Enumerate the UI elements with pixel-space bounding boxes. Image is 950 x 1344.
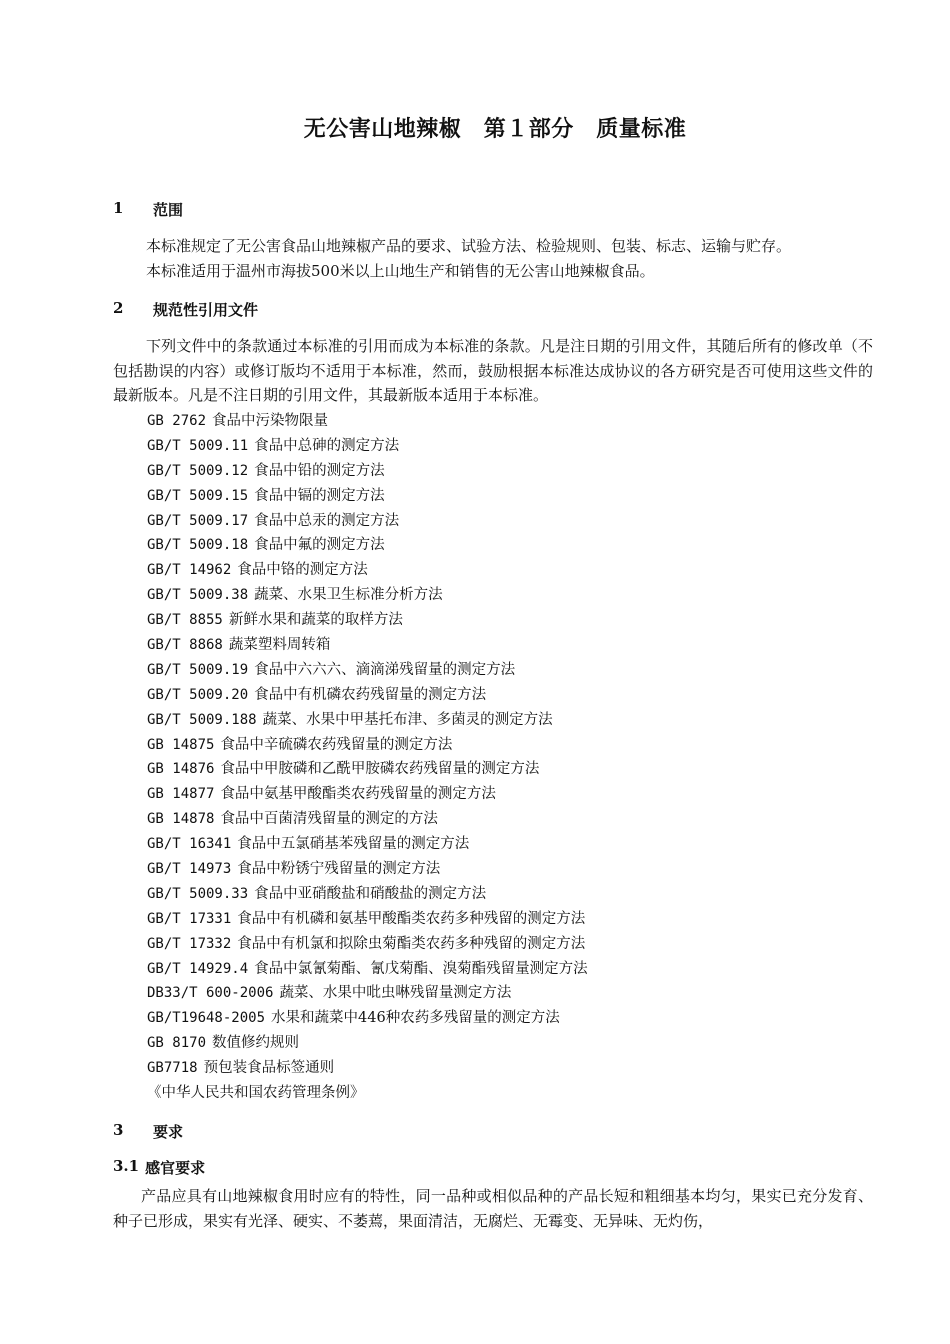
reference-item (147, 633, 588, 658)
reference-title: 食品中铬的测定方法 (237, 562, 368, 579)
reference-code: GB7718 (147, 1060, 198, 1077)
reference-title: 食品中总砷的测定方法 (254, 437, 400, 454)
reference-item (147, 434, 588, 459)
reference-code: GB/T 5009.38 (147, 587, 249, 604)
subsection-number: 3.1 (113, 1157, 140, 1175)
reference-code: GB/T 16341 (147, 836, 232, 853)
reference-item (147, 1006, 588, 1031)
reference-item (147, 782, 588, 807)
reference-item (147, 1081, 588, 1106)
scope-paragraph: 本标准适用于温州市海拔500米以上山地生产和销售的无公害山地辣椒食品。 (146, 262, 655, 280)
subsection-heading-sensory-requirements (113, 1157, 205, 1178)
reference-title: 食品中总汞的测定方法 (254, 512, 400, 529)
reference-item (147, 583, 588, 608)
reference-code: GB/T 5009.18 (147, 537, 249, 554)
reference-title: 食品中氯氰菊酯、氰戊菊酯、溴菊酯残留量测定方法 (254, 960, 588, 977)
reference-code: GB/T 17331 (147, 910, 232, 927)
reference-code: GB 14878 (147, 811, 215, 828)
reference-code: GB 14877 (147, 786, 215, 803)
reference-title: 食品中污染物限量 (212, 413, 329, 429)
reference-item (147, 733, 588, 758)
reference-code: GB 8170 (147, 1035, 207, 1052)
reference-title: 预包装食品标签通则 (203, 1060, 335, 1077)
reference-item (147, 1031, 588, 1056)
reference-title: 新鲜水果和蔬菜的取样方法 (228, 612, 403, 629)
section-number: 3 (113, 1121, 124, 1139)
reference-item (147, 932, 588, 957)
section-heading-requirements (113, 1121, 183, 1142)
section-number: 2 (113, 299, 124, 317)
reference-title: 食品中五氯硝基苯残留量的测定方法 (237, 836, 470, 853)
reference-code: GB/T 5009.19 (147, 661, 249, 678)
reference-item (147, 857, 588, 882)
section-heading-normative-references (113, 299, 258, 320)
references-intro-paragraph: 下列文件中的条款通过本标准的引用而成为本标准的条款。凡是注日期的引用文件，其随后所有的修改单（不包括勘误的内容）或修订版均不适用于本标准，然而，鼓励根据本标准达成协议的各方研究是否可使用这些文件的最新版本。凡是不注日期的引用文件，其最新版本适用于本标准。 (113, 337, 873, 404)
reference-code: GB/T 8868 (147, 637, 223, 654)
reference-item (147, 1056, 588, 1081)
reference-item (147, 459, 588, 484)
reference-item (147, 658, 588, 683)
reference-item (147, 509, 588, 534)
reference-title: 食品中甲胺磷和乙酰甲胺磷农药残留量的测定方法 (220, 761, 540, 778)
reference-code: GB/T 5009.33 (147, 885, 249, 902)
reference-code: DB33/T 600-2006 (147, 985, 274, 1002)
reference-item (147, 558, 588, 583)
section-number: 1 (113, 199, 124, 217)
reference-code: GB 14876 (147, 761, 215, 778)
reference-item (147, 807, 588, 832)
reference-code: GB 2762 (147, 413, 207, 429)
reference-code: GB 14875 (147, 736, 215, 753)
reference-code: GB/T 14962 (147, 562, 232, 579)
reference-code: GB/T19648-2005 (147, 1010, 266, 1027)
reference-item (147, 882, 588, 907)
reference-item (147, 708, 588, 733)
reference-code: GB/T 5009.15 (147, 487, 249, 504)
section-title: 规范性引用文件 (153, 301, 259, 319)
reference-item (147, 484, 588, 509)
reference-code: GB/T 5009.17 (147, 512, 249, 529)
reference-title: 食品中镉的测定方法 (254, 487, 385, 504)
reference-title: 食品中辛硫磷农药残留量的测定方法 (220, 736, 453, 753)
section-title: 范围 (153, 201, 184, 219)
reference-code: GB/T 17332 (147, 935, 232, 952)
reference-item (147, 608, 588, 633)
reference-code: GB/T 5009.188 (147, 711, 257, 728)
reference-title: 蔬菜塑料周转箱 (228, 637, 331, 654)
reference-title: 食品中氟的测定方法 (254, 537, 385, 554)
reference-title: 蔬菜、水果中吡虫啉残留量测定方法 (279, 985, 512, 1002)
reference-item (147, 981, 588, 1006)
reference-title: 食品中氨基甲酸酯类农药残留量的测定方法 (220, 786, 496, 803)
reference-code: GB/T 14973 (147, 861, 232, 878)
scope-paragraph: 本标准规定了无公害食品山地辣椒产品的要求、试验方法、检验规则、包装、标志、运输与贮存。 (146, 237, 792, 255)
reference-title: 蔬菜、水果中甲基托布津、多菌灵的测定方法 (262, 711, 553, 728)
reference-item (147, 683, 588, 708)
reference-item (147, 957, 588, 982)
reference-code: GB/T 14929.4 (147, 960, 249, 977)
reference-title: 食品中有机氯和拟除虫菊酯类农药多种残留的测定方法 (237, 935, 586, 952)
reference-code: GB/T 5009.20 (147, 686, 249, 703)
page-title: 无公害山地辣椒 第１部分 质量标准 (303, 116, 687, 142)
reference-title: 数值修约规则 (212, 1035, 300, 1052)
subsection-title: 感官要求 (145, 1159, 206, 1177)
reference-code: GB/T 5009.12 (147, 462, 249, 479)
reference-item (147, 533, 588, 558)
section-title: 要求 (153, 1123, 184, 1141)
reference-title: 蔬菜、水果卫生标准分析方法 (254, 587, 443, 604)
reference-list (147, 409, 588, 1106)
sensory-requirements-paragraph: 产品应具有山地辣椒食用时应有的特性，同一品种或相似品种的产品长短和粗细基本均匀，果实已充分发育、种子已形成，果实有光泽、硬实、不萎蔫，果面清洁，无腐烂、无霉变、无异味、无灼伤， (113, 1187, 873, 1230)
reference-code: GB/T 5009.11 (147, 437, 249, 454)
reference-title: 食品中六六六、滴滴涕残留量的测定方法 (254, 661, 516, 678)
reference-item (147, 409, 588, 434)
reference-title: 食品中百菌清残留量的测定的方法 (220, 811, 438, 828)
reference-item (147, 907, 588, 932)
reference-item (147, 832, 588, 857)
reference-code: GB/T 8855 (147, 612, 223, 629)
reference-title: 食品中有机磷农药残留量的测定方法 (254, 686, 487, 703)
reference-title: 食品中亚硝酸盐和硝酸盐的测定方法 (254, 885, 487, 902)
reference-title: 食品中铅的测定方法 (254, 462, 385, 479)
section-heading-scope (113, 199, 183, 220)
reference-title: 《中华人民共和国农药管理条例》 (147, 1085, 365, 1102)
reference-item (147, 757, 588, 782)
reference-title: 食品中有机磷和氨基甲酸酯类农药多种残留的测定方法 (237, 910, 586, 927)
reference-title: 食品中粉锈宁残留量的测定方法 (237, 861, 441, 878)
reference-title: 水果和蔬菜中446种农药多残留量的测定方法 (271, 1010, 560, 1027)
